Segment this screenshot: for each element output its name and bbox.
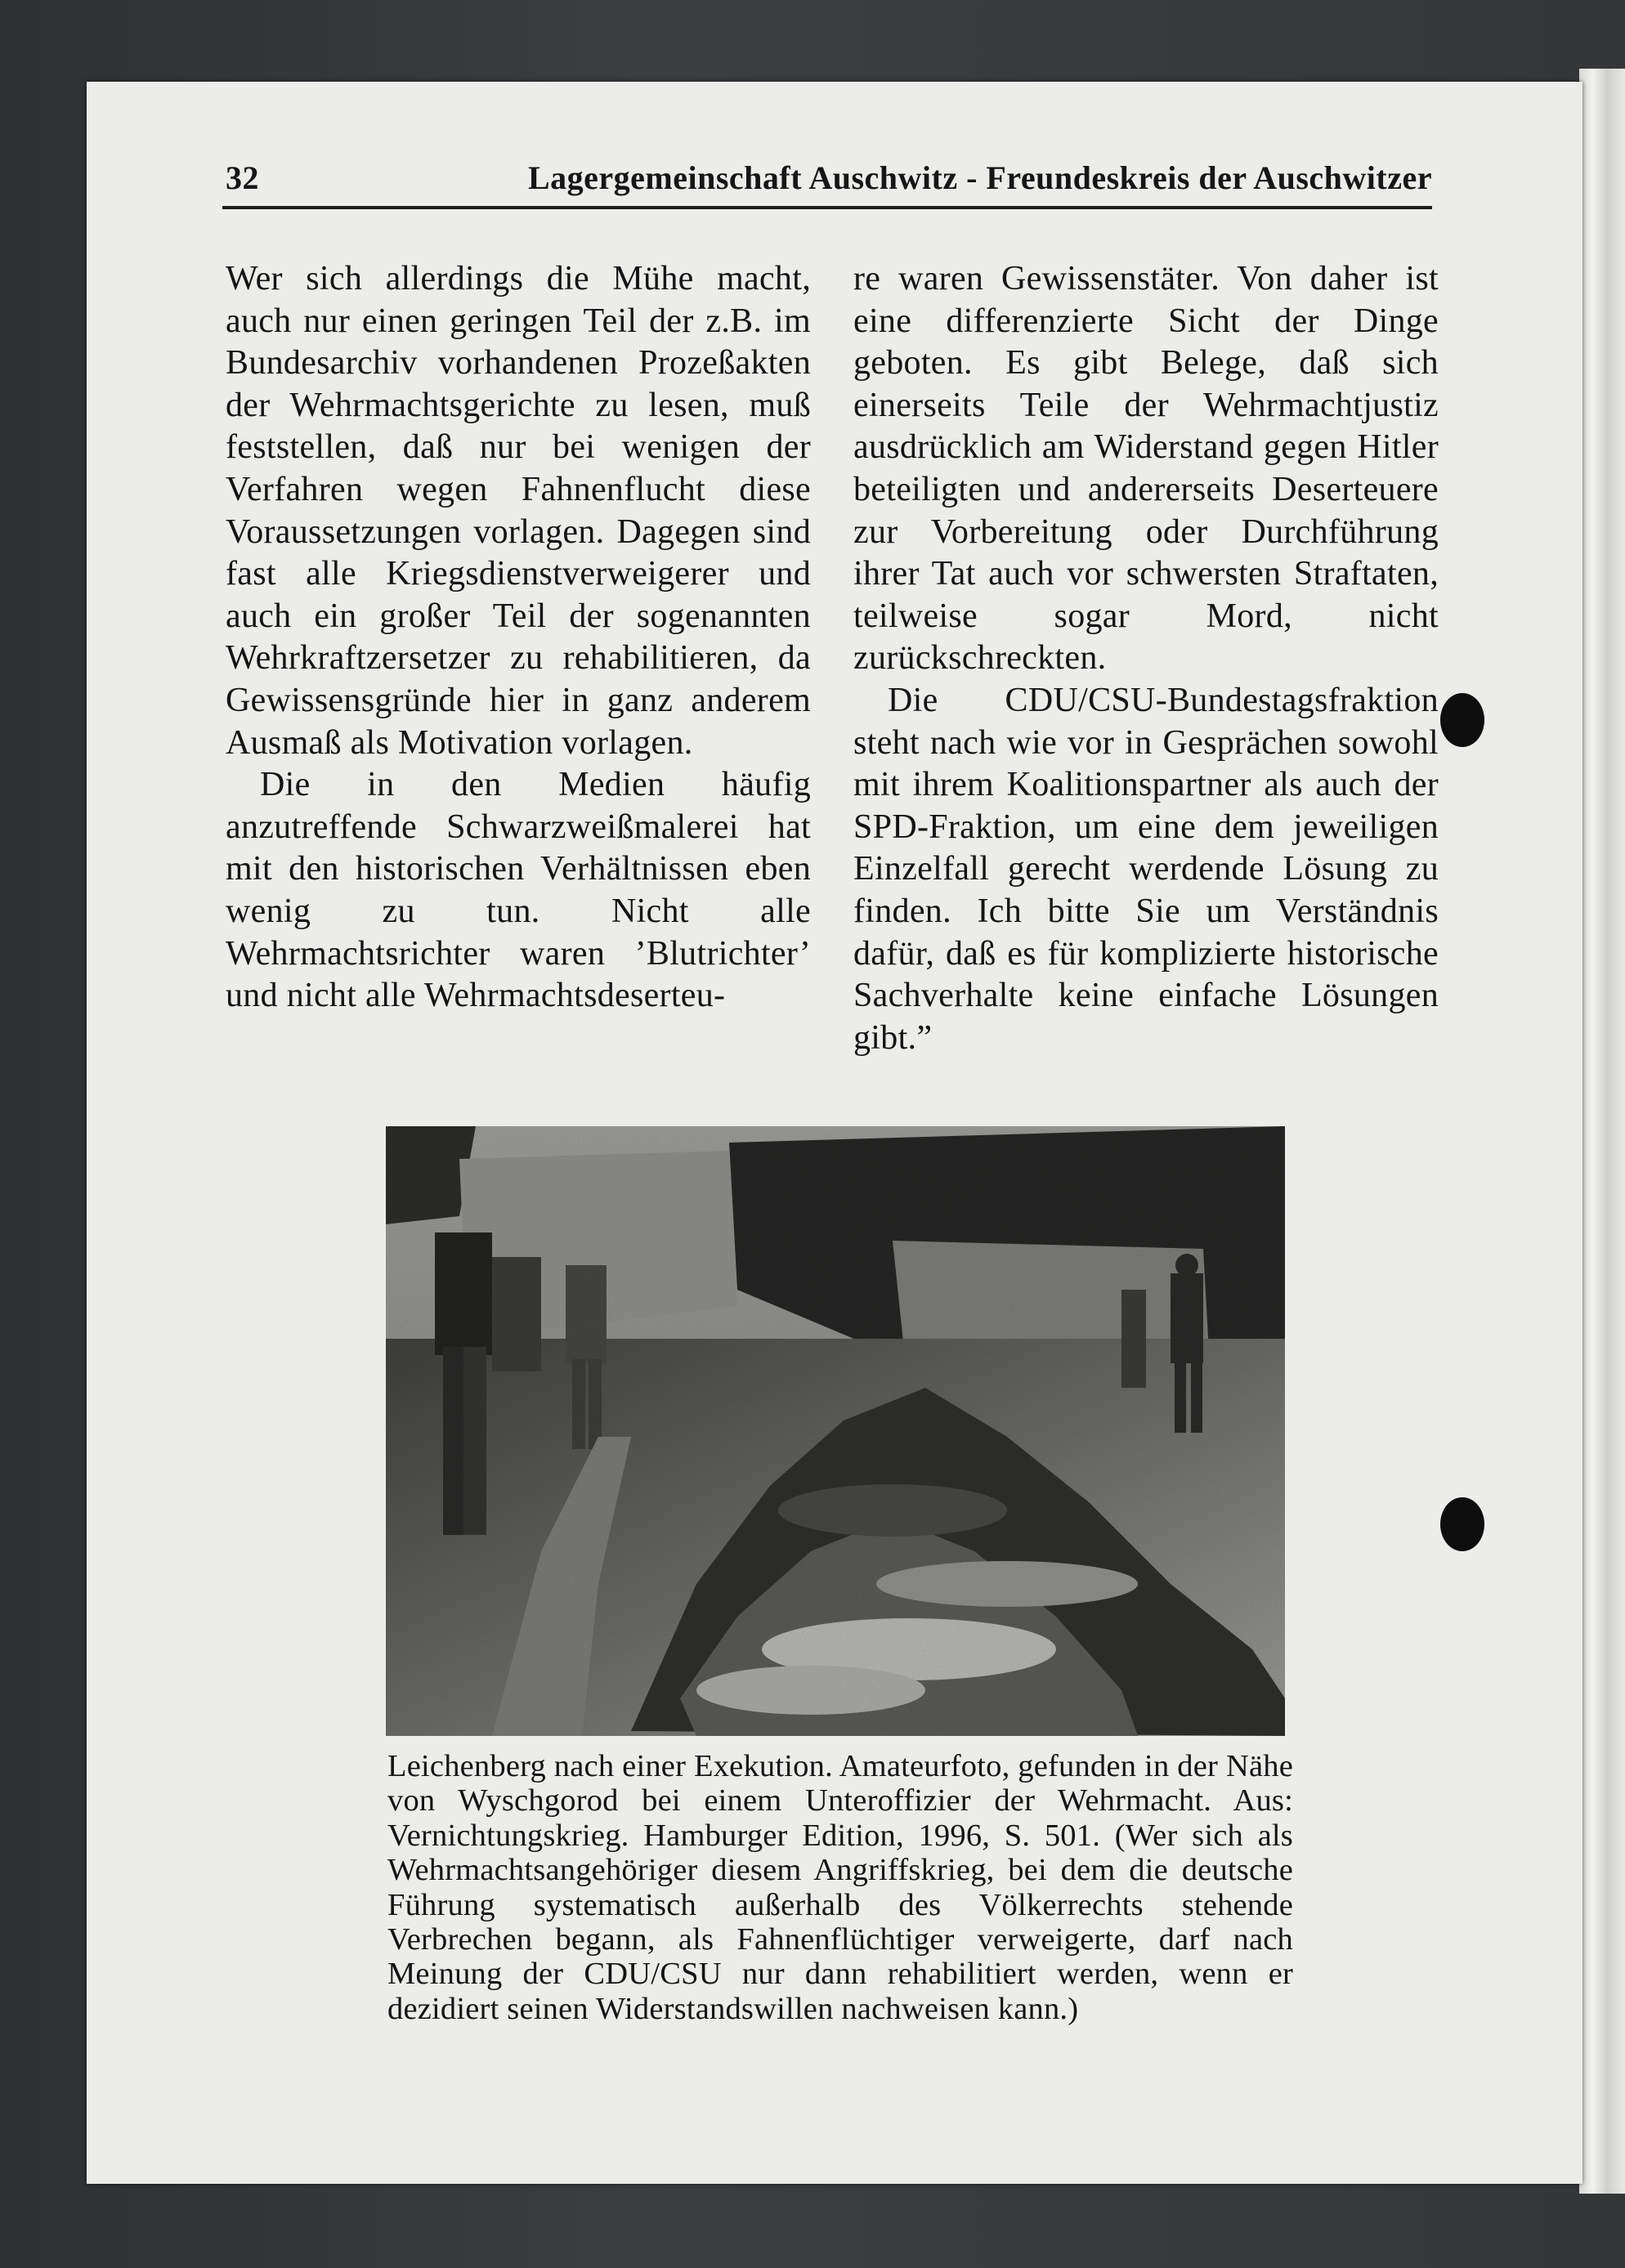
right-paragraph-2: Die CDU/CSU-Bundestagsfraktion steht nach wie vor in Gesprächen sowohl mit ihrem Koalitionspartner als auch der SPD-Fraktion, um eine dem jeweiligen Einzelfall gerecht werdende Lösung zu finden. Ich bitte Sie um Verständnis dafür, daß es für komplizierte historische Sachverhalte keine einfache Lösungen gibt.”: [853, 681, 1439, 1057]
punch-hole-top: [1440, 693, 1484, 747]
left-paragraph-1: Wer sich allerdings die Mühe macht, auch nur einen geringen Teil der z.B. im Bundesarchiv vorhandenen Prozeßakten der Wehrmachtsgerichte zu lesen, muß feststellen, daß nur bei wenigen der Verfahren wegen Fahnenflucht diese Voraussetzungen vorlagen. Dagegen sind fast alle Kriegsdienstverweigerer und auch ein großer Teil der sogenannten Wehrkraftzersetzer zu rehabilitieren, da Gewissensgründe hier in ganz anderem Ausmaß als Motivation vorlagen.: [226, 260, 811, 762]
photo-caption: Leichenberg nach einer Exekution. Amateurfoto, gefunden in der Nähe von Wyschgorod bei einem Unteroffizier der Wehrmacht. Aus: Vernichtungskrieg. Hamburger Edition, 1996, S. 501. (Wer sich als Wehrmachtsangehöriger diesem Angriffskrieg, bei dem die deutsche Führung systematisch außerhalb des Völkerrechts stehende Verbrechen begann, als Fahnenflüchtiger verweigerte, darf nach Meinung der CDU/CSU nur dann rehabilitiert werden, wenn er dezidiert seinen Widerstandswillen nachweisen kann.): [387, 1749, 1293, 2026]
page-number: 32: [226, 159, 259, 196]
photo-illustration: [386, 1126, 1285, 1736]
historical-photograph: [386, 1126, 1285, 1736]
stacked-page-edges: [1579, 69, 1625, 2194]
right-text-column: [853, 258, 1439, 1059]
punch-hole-bottom: [1440, 1497, 1484, 1551]
right-paragraph-1: re waren Gewissenstäter. Von daher ist eine differenzierte Sicht der Dinge geboten. Es gibt Belege, daß sich einerseits Teile der Wehrmachtjustiz ausdrücklich am Widerstand gegen Hitler beteiligten und andererseits Deserteuere zur Vorbereitung oder Durchführung ihrer Tat auch vor schwersten Straftaten, teilweise sogar Mord, nicht zurückschreckten.: [853, 260, 1439, 678]
left-paragraph-2: Die in den Medien häufig anzutreffende Schwarzweißmalerei hat mit den historischen Verhältnissen eben wenig zu tun. Nicht alle Wehrmachtsrichter waren ’Blutrichter’ und nicht alle Wehrmachtsdeserteu-: [226, 766, 811, 1015]
running-header: [222, 152, 1432, 209]
left-text-column: [226, 258, 811, 1018]
running-title: Lagergemeinschaft Auschwitz - Freundeskreis der Auschwitzer: [527, 159, 1432, 196]
